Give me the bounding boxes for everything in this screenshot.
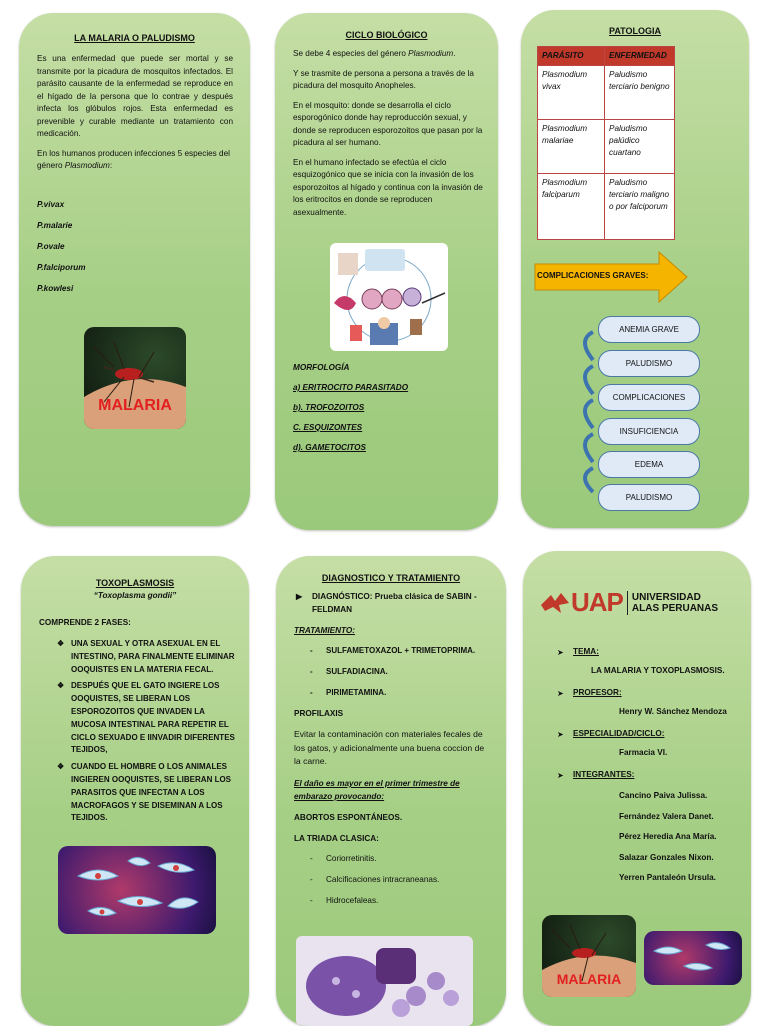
malaria-species-intro: En los humanos producen infecciones 5 especies del género Plasmodium: xyxy=(37,148,230,170)
list-item: P.malarie xyxy=(37,221,73,230)
logo-uap-text: UAP xyxy=(571,587,623,617)
toxo-list xyxy=(57,638,237,825)
diagnostico-title: DIAGNOSTICO Y TRATAMIENTO xyxy=(321,573,461,583)
diamond-bullet-icon: ❖ xyxy=(57,681,65,691)
list-item: - SULFADIACINA. xyxy=(310,667,388,676)
complication-item: PALUDISMO xyxy=(598,484,700,511)
diagnostico-item: ▶ DIAGNÓSTICO: Prueba clásica de SABIN - FELDMAN xyxy=(296,591,481,616)
ciclo-text xyxy=(293,48,483,219)
list-item: Yerren Pantaleón Ursula. xyxy=(619,873,716,882)
table-row xyxy=(538,120,675,174)
malaria-intro xyxy=(37,53,233,173)
especialidad-label: ➤ ESPECIALIDAD/CICLO: xyxy=(557,729,747,748)
toxo-title: TOXOPLASMOSIS xyxy=(95,578,175,588)
especialidad-value: Farmacia VI. xyxy=(619,748,668,757)
table-header: ENFERMEDAD xyxy=(605,47,675,66)
malaria-panel xyxy=(19,13,250,526)
list-item: - Hidrocefaleas. xyxy=(310,896,379,905)
list-item: ❖ DESPUÉS QUE EL GATO INGIERE LOS OOQUISTES, SE LIBERAN LOS ESPOROZOITOS QUE INVADEN LA MUCOSA INTESTINAL PARA REPETIR EL CICLO SEXUADO E IINVADIR DIFERENTES TEJIDOS, xyxy=(57,680,237,757)
toxo-panel xyxy=(21,556,249,1026)
table-cell: Plasmodium vivax xyxy=(538,66,605,120)
table-cell: Paludismo palúdico cuartano xyxy=(605,120,675,174)
abortos-text: ABORTOS ESPONTÁNEOS. xyxy=(294,813,403,822)
complicaciones-label: COMPLICACIONES GRAVES: xyxy=(537,271,649,280)
list-item: P.falciporum xyxy=(37,263,86,272)
table-row xyxy=(538,66,675,120)
microscopy-image xyxy=(296,936,473,1026)
triangle-bullet-icon: ➤ xyxy=(557,771,564,780)
list-item: - PIRIMETAMINA. xyxy=(310,688,387,697)
logo-university-name: UNIVERSIDAD ALAS PERUANAS xyxy=(631,591,719,614)
ciclo-paragraph: En el humano infectado se efectúa el ciclo esquizogónico que se inicia con la invasión de los esporozoitos al hígado y continua con la invasión de los eritrocitos en donde se reproducen asexualmente. xyxy=(293,157,483,217)
morfologia-section xyxy=(293,363,408,463)
malaria-small-image xyxy=(542,915,636,997)
malaria-image-text: MALARIA xyxy=(556,971,622,987)
list-item: d). GAMETOCITOS xyxy=(293,443,366,452)
diamond-bullet-icon: ❖ xyxy=(57,762,65,772)
list-item: Salazar Gonzales Nixon. xyxy=(619,852,714,862)
complication-item: COMPLICACIONES xyxy=(598,384,700,411)
morfologia-title: MORFOLOGÍA xyxy=(293,363,350,372)
list-item: - SULFAMETOXAZOL + TRIMETOPRIMA. xyxy=(310,646,476,655)
tema-value: LA MALARIA Y TOXOPLASMOSIS. xyxy=(591,666,725,675)
life-cycle-diagram-icon xyxy=(330,243,448,351)
uap-logo xyxy=(541,587,718,618)
tema-label: ➤ TEMA: xyxy=(557,647,747,666)
list-item: P.ovale xyxy=(37,242,65,251)
list-item: ❖ CUANDO EL HOMBRE O LOS ANIMALES INGIEREN OOQUISTES, SE LIBERAN LOS PARASITOS QUE INFECTAN A LOS MACROFAGOS Y SE DISEMINAN A LOS TEJIDOS. xyxy=(57,761,237,825)
complication-item: INSUFICIENCIA xyxy=(598,418,700,445)
malaria-mosquito-image xyxy=(84,327,186,429)
complication-item: EDEMA xyxy=(598,451,700,478)
table-cell: Paludismo terciario maligno o por falciporum xyxy=(605,174,675,240)
list-item: - Coriorretinitis. xyxy=(310,854,377,863)
ciclo-title: CICLO BIOLÓGICO xyxy=(345,30,428,40)
ciclo-paragraph: Se debe 4 especies del género Plasmodium. xyxy=(293,49,456,58)
list-item: P.vivax xyxy=(37,200,65,209)
parasite-cells-icon xyxy=(58,846,216,934)
species-list xyxy=(37,200,86,305)
triangle-bullet-icon: ➤ xyxy=(557,648,564,657)
tratamiento-title: TRATAMIENTO: xyxy=(294,626,355,635)
table-row xyxy=(538,174,675,240)
list-item: b). TROFOZOITOS xyxy=(293,403,365,412)
complication-item: ANEMIA GRAVE xyxy=(598,316,700,343)
malaria-title: LA MALARIA O PALUDISMO xyxy=(74,33,195,43)
triada-title: LA TRIADA CLASICA: xyxy=(294,834,379,843)
list-item: - Calcificaciones intracraneanas. xyxy=(310,875,440,884)
toxo-subtitle: “Toxoplasma gondii” xyxy=(93,591,177,600)
eagle-logo-icon xyxy=(541,591,569,615)
ciclo-panel xyxy=(275,13,498,530)
logo-divider xyxy=(627,591,628,615)
ciclo-paragraph: En el mosquito: donde se desarrolla el ciclo esporogónico donde hay reproducción sexual, y donde se reproducen esporozoitos que pasan por la picadura al ser humano. xyxy=(293,100,483,147)
triada-list xyxy=(310,854,439,917)
uap-info xyxy=(557,647,747,894)
list-item: Pérez Heredia Ana María. xyxy=(619,832,717,841)
table-cell: Plasmodium falciparum xyxy=(538,174,605,240)
table-cell: Plasmodium malariae xyxy=(538,120,605,174)
table-cell: Paludismo terciario benigno xyxy=(605,66,675,120)
triangle-bullet-icon: ➤ xyxy=(557,730,564,739)
dano-text: El daño es mayor en el primer trimestre de embarazo provocando: xyxy=(294,779,460,801)
uap-panel xyxy=(523,551,751,1026)
toxoplasma-image xyxy=(58,846,216,934)
profesor-label: ➤ PROFESOR: xyxy=(557,688,747,707)
list-item: C. ESQUIZONTES xyxy=(293,423,363,432)
life-cycle-image xyxy=(330,243,448,351)
patologia-title: PATOLOGIA xyxy=(608,26,661,36)
triangle-bullet-icon: ➤ xyxy=(557,689,564,698)
parasite-cells-icon xyxy=(644,931,742,985)
triangle-bullet-icon: ▶ xyxy=(296,592,303,601)
profilaxis-text: Evitar la contaminación con materiales fecales de los gatos, y adicionalmente una buena coccion de la carne. xyxy=(294,729,485,766)
table-header-row xyxy=(538,47,675,66)
malaria-paragraph: Es una enfermedad que puede ser mortal y se transmite por la picadura de mosquitos infectados. El parásito causante de la enfermedad se reproduce en el hígado de la persona que lo contrae y después infecta los glóbulos rojos. Esta enfermedad es prevenible y curable mediante un tratamiento con medicación. xyxy=(37,54,233,138)
profilaxis-title: PROFILAXIS xyxy=(294,709,344,718)
toxoplasma-small-image xyxy=(644,931,742,985)
table-header: PARÁSITO xyxy=(538,47,605,66)
parasite-table xyxy=(537,46,675,240)
diagnostico-panel xyxy=(276,556,506,1026)
list-item: Cancino Paiva Julissa. xyxy=(619,791,708,800)
list-item: Fernández Valera Danet. xyxy=(619,811,714,821)
ciclo-paragraph: Y se trasmite de persona a persona a través de la picadura del mosquito Anopheles. xyxy=(293,68,474,90)
list-item: P.kowlesi xyxy=(37,284,74,293)
list-item: a) ERITROCITO PARASITADO xyxy=(293,383,409,392)
tratamiento-list xyxy=(310,646,475,709)
malaria-image-text: MALARIA xyxy=(98,397,172,414)
integrantes-label: ➤ INTEGRANTES: xyxy=(557,770,747,791)
toxo-fases: COMPRENDE 2 FASES: xyxy=(39,618,131,627)
diamond-bullet-icon: ❖ xyxy=(57,639,65,648)
complication-item: PALUDISMO xyxy=(598,350,700,377)
list-item: ❖ UNA SEXUAL Y OTRA ASEXUAL EN EL INTESTINO, PARA FINALMENTE ELIMINAR OOQUISTES EN LA MATERIA FECAL. xyxy=(57,638,237,676)
cells-microscopy-icon xyxy=(296,936,473,1026)
profesor-value: Henry W. Sánchez Mendoza xyxy=(619,707,727,716)
